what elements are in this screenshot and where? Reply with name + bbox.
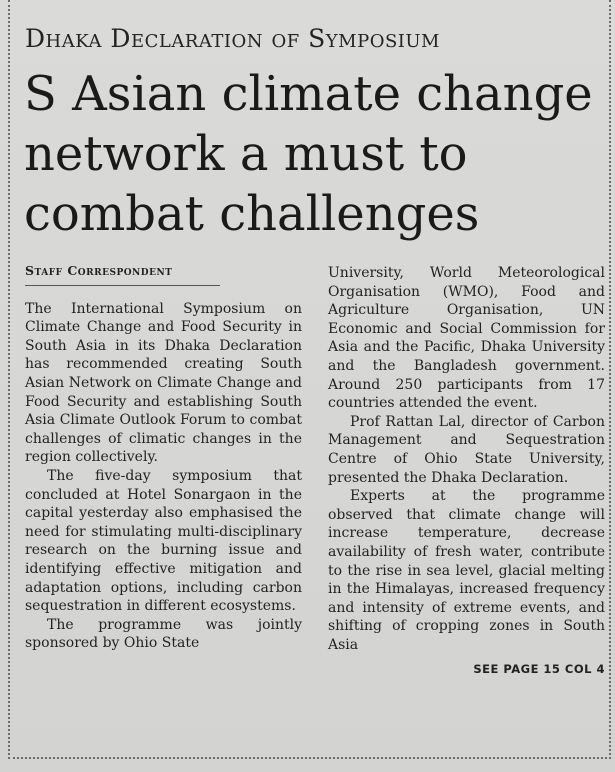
headline <box>24 64 609 244</box>
cut-line-bottom <box>8 757 611 759</box>
headline-line-3: combat challenges <box>24 186 480 242</box>
continuation-note: SEE PAGE 15 COL 4 <box>473 662 605 677</box>
kicker: Dhaka Declaration of Symposium <box>25 24 440 53</box>
paragraph: University, World Meteorological Organisation (WMO), Food and Agriculture Organisation, UN Economic and Social Commission for Asia and the Pacific, Dhaka University and the Bangladesh government. Around 250 participants from 17 countries attended the event. <box>328 265 605 412</box>
paragraph: Experts at the programme observed that climate change will increase temperature, decrease availability of fresh water, contribute to the rise in sea level, glacial melting in the Himalayas, increased frequency and intensity of extreme events, and shifting of cropping zones in South Asia <box>328 488 605 653</box>
cut-line-right <box>609 0 611 755</box>
column-1 <box>25 262 302 653</box>
paragraph: The programme was jointly sponsored by Ohio State <box>25 616 302 652</box>
paragraph: The International Symposium on Climate Change and Food Security in South Asia in its Dhaka Declaration has recommended creating South Asian Network on Climate Change and Food Security and establishing South Asia Climate Outlook Forum to combat challenges of climatic changes in the region collectively. <box>25 300 302 466</box>
byline: Staff Correspondent <box>25 262 220 286</box>
headline-line-2: network a must to <box>24 126 468 182</box>
paragraph: The five-day symposium that concluded at Hotel Sonargaon in the capital yesterday also emphasised the need for stimulating multi-disciplinary research on the burning issue and identifying effective mitigation and adaptation options, including carbon sequestration in different ecosystems. <box>25 467 302 615</box>
paragraph: Prof Rattan Lal, director of Carbon Management and Sequestration Centre of Ohio State University, presented the Dhaka Declaration. <box>328 413 605 486</box>
cut-line-left <box>8 0 10 755</box>
column-2 <box>328 264 605 679</box>
headline-line-1: S Asian climate change <box>24 66 593 122</box>
